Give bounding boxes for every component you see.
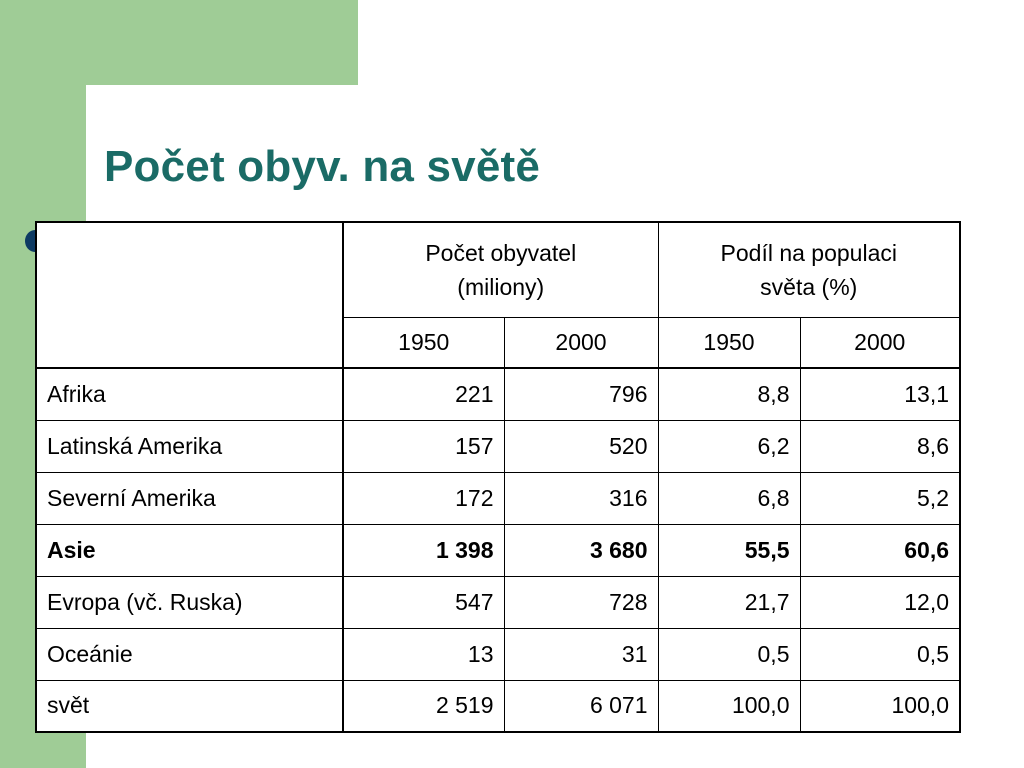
table-row	[36, 472, 960, 524]
region-name-cell: Asie	[36, 524, 343, 576]
value-cell: 100,0	[800, 680, 960, 732]
value-cell: 6,8	[658, 472, 800, 524]
value-cell: 5,2	[800, 472, 960, 524]
value-cell: 221	[343, 368, 504, 420]
value-cell: 13,1	[800, 368, 960, 420]
value-cell: 2 519	[343, 680, 504, 732]
region-name-cell: Evropa (vč. Ruska)	[36, 576, 343, 628]
value-cell: 0,5	[658, 628, 800, 680]
value-cell: 728	[504, 576, 658, 628]
value-cell: 31	[504, 628, 658, 680]
value-cell: 316	[504, 472, 658, 524]
table-row	[36, 628, 960, 680]
value-cell: 8,8	[658, 368, 800, 420]
year-header: 1950	[343, 317, 504, 368]
population-table	[35, 221, 961, 733]
value-cell: 520	[504, 420, 658, 472]
value-cell: 55,5	[658, 524, 800, 576]
table-row	[36, 576, 960, 628]
value-cell: 3 680	[504, 524, 658, 576]
decorative-top-band	[0, 0, 358, 85]
value-cell: 157	[343, 420, 504, 472]
header-population	[343, 222, 658, 317]
region-name-cell: Severní Amerika	[36, 472, 343, 524]
value-cell: 0,5	[800, 628, 960, 680]
corner-cell	[36, 222, 343, 368]
table-row	[36, 680, 960, 732]
header-population-line1: Počet obyvatel	[425, 240, 577, 267]
value-cell: 172	[343, 472, 504, 524]
header-share	[658, 222, 960, 317]
value-cell: 100,0	[658, 680, 800, 732]
region-name-cell: Latinská Amerika	[36, 420, 343, 472]
value-cell: 796	[504, 368, 658, 420]
year-header: 1950	[658, 317, 800, 368]
table-header-row	[36, 222, 960, 317]
header-population-line2: (miliony)	[457, 273, 545, 300]
value-cell: 6,2	[658, 420, 800, 472]
header-share-line1: Podíl na populaci	[720, 240, 897, 267]
table-row	[36, 524, 960, 576]
value-cell: 21,7	[658, 576, 800, 628]
region-name-cell: Oceánie	[36, 628, 343, 680]
table-row	[36, 368, 960, 420]
slide-title: Počet obyv. na světě	[104, 142, 541, 191]
region-name-cell: Afrika	[36, 368, 343, 420]
table-row	[36, 420, 960, 472]
region-name-cell: svět	[36, 680, 343, 732]
value-cell: 1 398	[343, 524, 504, 576]
value-cell: 12,0	[800, 576, 960, 628]
value-cell: 6 071	[504, 680, 658, 732]
table-body	[36, 368, 960, 732]
year-header: 2000	[800, 317, 960, 368]
value-cell: 547	[343, 576, 504, 628]
value-cell: 8,6	[800, 420, 960, 472]
value-cell: 60,6	[800, 524, 960, 576]
header-share-line2: světa (%)	[760, 273, 858, 300]
value-cell: 13	[343, 628, 504, 680]
year-header: 2000	[504, 317, 658, 368]
